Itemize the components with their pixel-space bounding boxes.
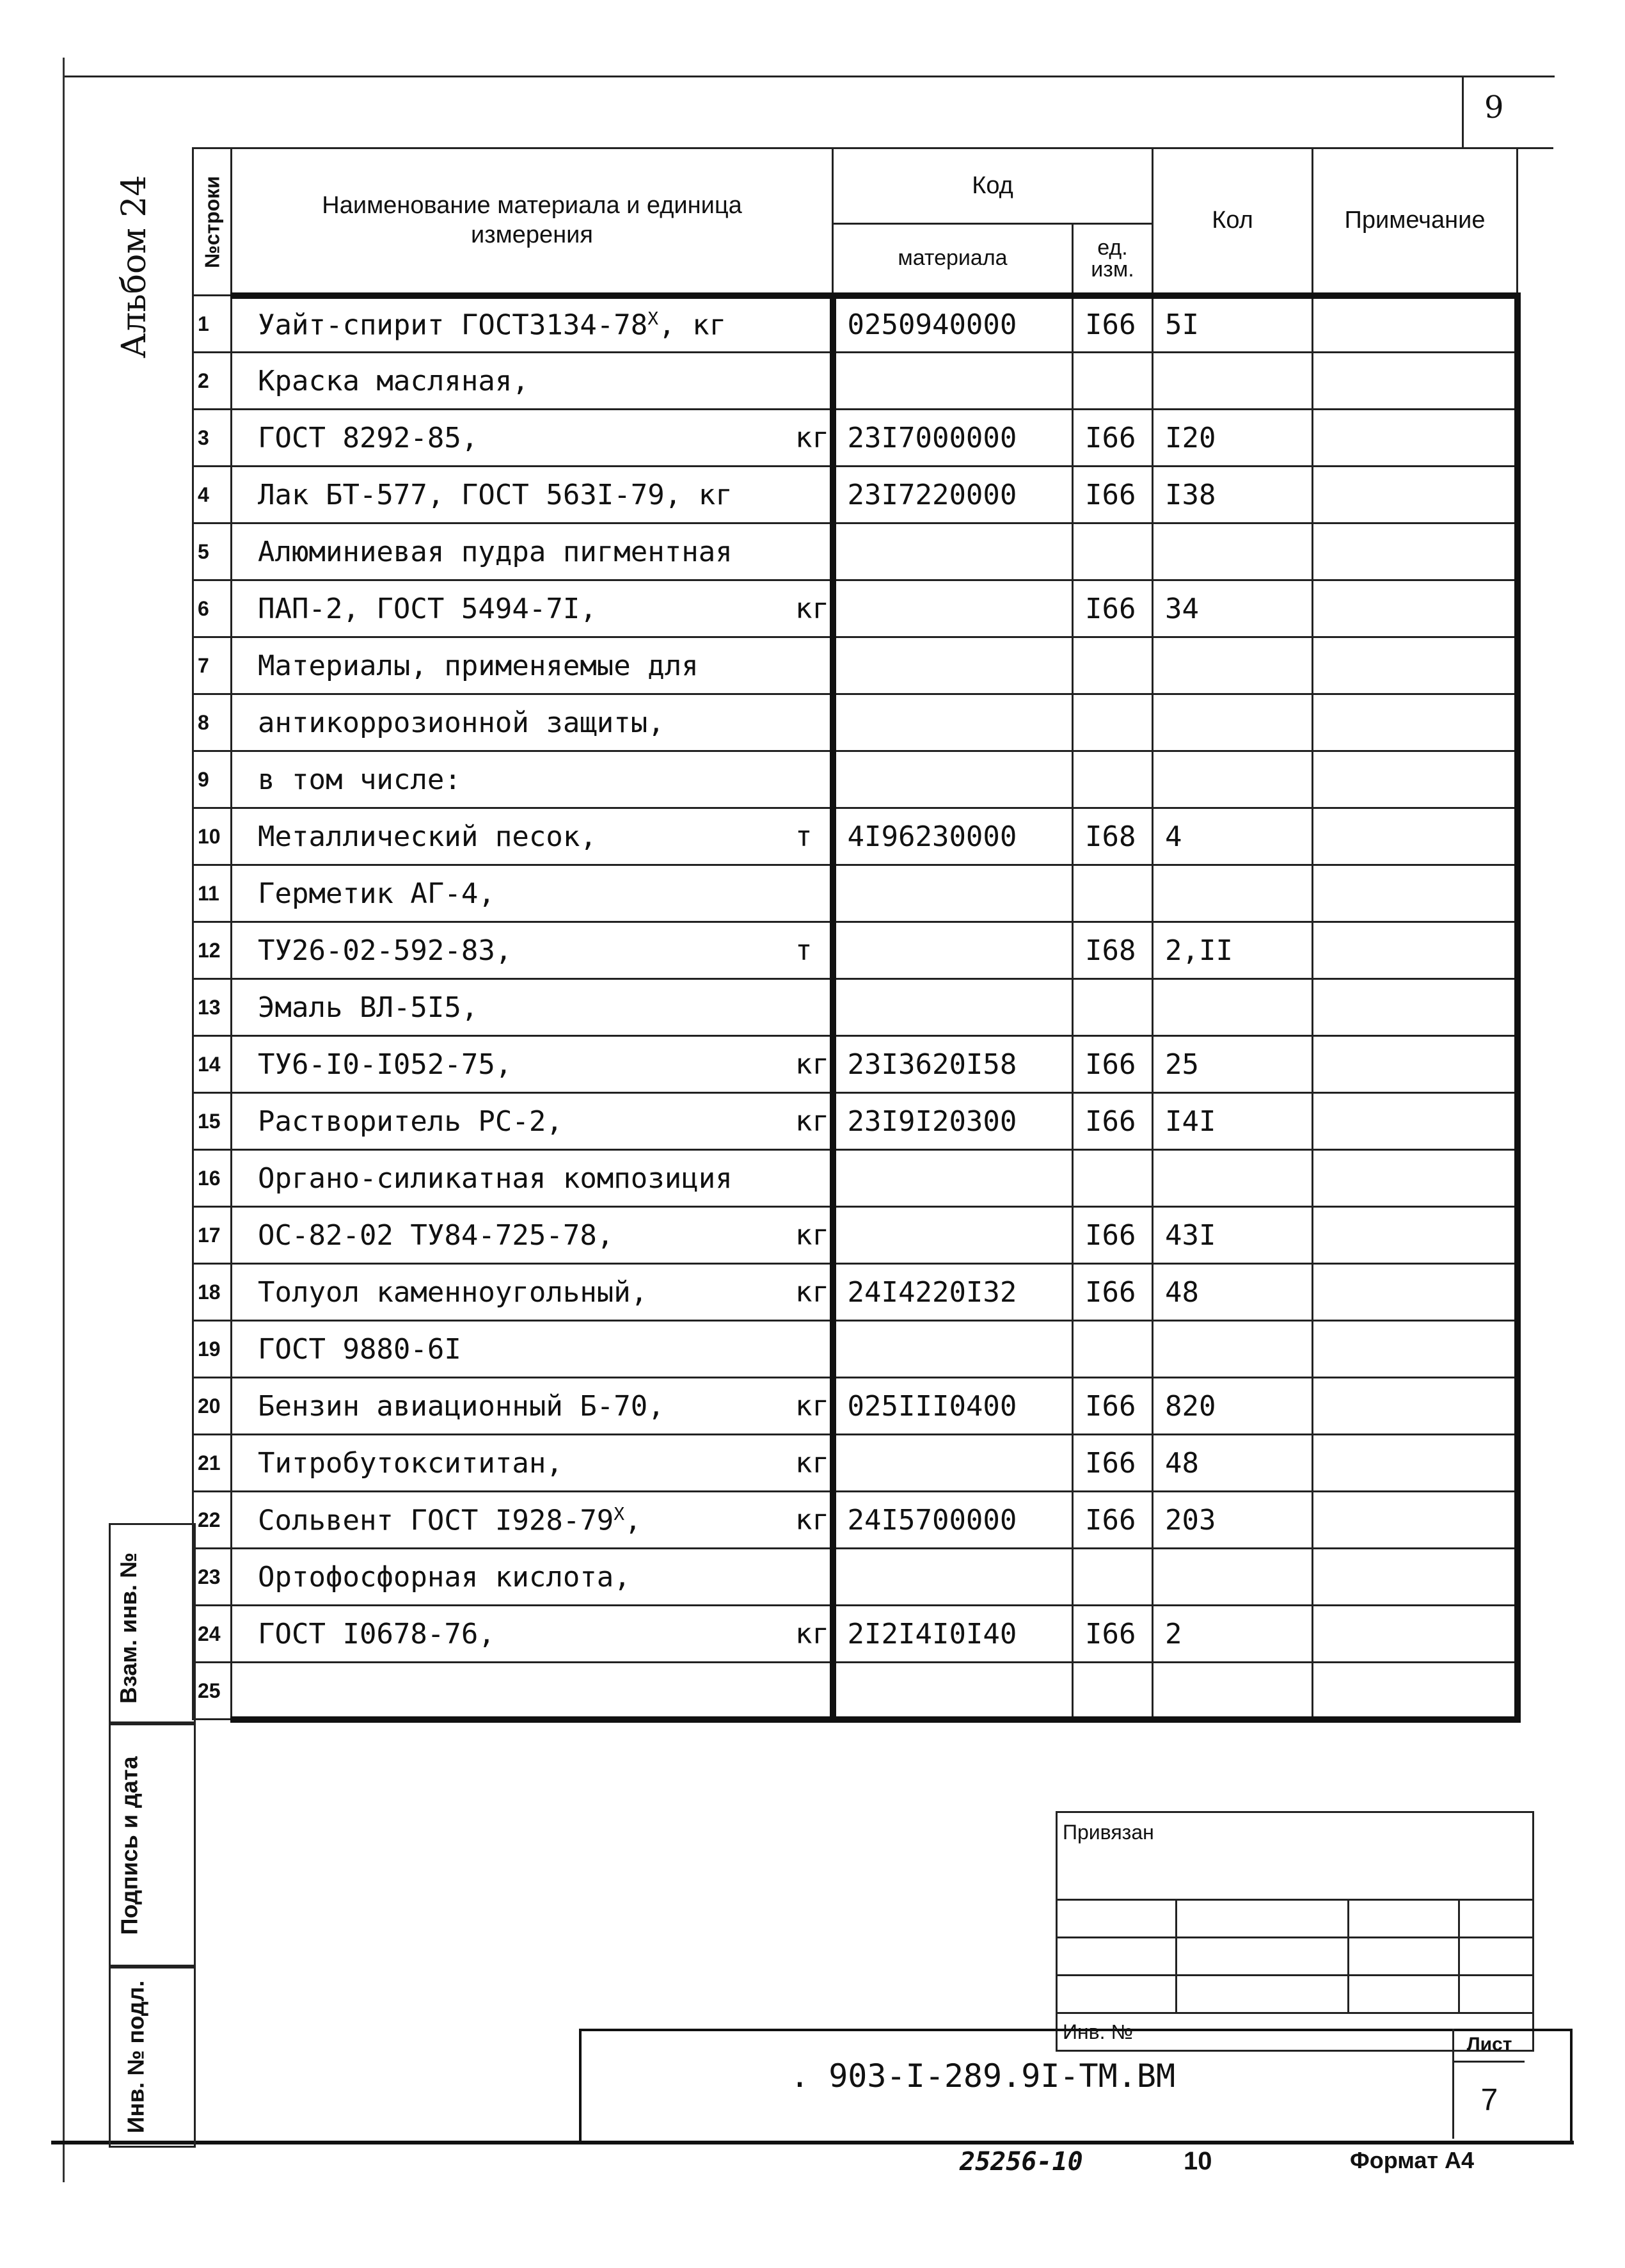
row-number: 23: [193, 1549, 232, 1606]
quantity: 48: [1153, 1435, 1313, 1492]
material-code: 4I96230000: [833, 808, 1073, 865]
material-name-text: ТУ26-02-592-83,: [258, 934, 512, 967]
material-name-text: Металлический песок,: [258, 820, 597, 853]
material-code: [833, 580, 1073, 637]
material-name-text: Бензин авиационный Б-70,: [258, 1389, 665, 1423]
material-code: [833, 865, 1073, 922]
unit-code: I66: [1073, 1207, 1153, 1264]
material-name: [232, 1435, 833, 1492]
material-name: [232, 1036, 833, 1093]
material-code: 23I7000000: [833, 410, 1073, 467]
unit-code: I66: [1073, 467, 1153, 523]
header-code-unit: ед. изм.: [1073, 224, 1153, 296]
list-label: Лист: [1452, 2029, 1525, 2063]
row-number: 16: [193, 1150, 232, 1207]
note: [1313, 979, 1518, 1036]
header-code: Код: [833, 148, 1153, 224]
unit-code: [1073, 1150, 1153, 1207]
quantity: [1153, 979, 1313, 1036]
material-name-text: Органо-силикатная композиция: [258, 1162, 733, 1195]
album-label: Альбом 24: [115, 175, 154, 358]
material-name-tail: ,: [624, 1504, 642, 1537]
unit-code: [1073, 751, 1153, 808]
material-unit: кг: [795, 1218, 829, 1252]
material-name-text: Ортофосфорная кислота,: [258, 1560, 631, 1593]
note: [1313, 1378, 1518, 1435]
inv-podl-box: [109, 1965, 196, 2148]
material-name: [232, 353, 833, 410]
row-number: 14: [193, 1036, 232, 1093]
row-number: 15: [193, 1093, 232, 1150]
material-name-text: антикоррозионной защиты,: [258, 706, 665, 739]
material-unit: т: [795, 934, 812, 967]
note: [1313, 1321, 1518, 1378]
note: [1313, 1264, 1518, 1321]
row-number: 24: [193, 1606, 232, 1663]
quantity: [1153, 637, 1313, 694]
material-code: [833, 1663, 1073, 1720]
material-code: 24I5700000: [833, 1492, 1073, 1549]
material-unit: кг: [795, 1389, 829, 1423]
unit-code: I66: [1073, 1036, 1153, 1093]
unit-code: I66: [1073, 1606, 1153, 1663]
quantity: [1153, 1549, 1313, 1606]
table-row: [193, 1435, 1518, 1492]
unit-code: [1073, 1663, 1153, 1720]
material-name: [232, 1663, 833, 1720]
note: [1313, 1549, 1518, 1606]
material-name: [232, 1321, 833, 1378]
table-row: [193, 1606, 1518, 1663]
row-number: 9: [193, 751, 232, 808]
table-row: [193, 1663, 1518, 1720]
material-code: [833, 1549, 1073, 1606]
material-name-text: Краска масляная,: [258, 364, 529, 397]
material-code: [833, 637, 1073, 694]
quantity: [1153, 1150, 1313, 1207]
header-note: Примечание: [1313, 148, 1518, 296]
note: [1313, 637, 1518, 694]
row-number: 8: [193, 694, 232, 751]
material-name: [232, 865, 833, 922]
privyazan-label: Привязан: [1057, 1812, 1534, 1900]
material-unit: кг: [795, 1105, 829, 1138]
material-code: [833, 523, 1073, 580]
material-unit: кг: [795, 421, 829, 454]
quantity: 203: [1153, 1492, 1313, 1549]
unit-code: I68: [1073, 922, 1153, 979]
note: [1313, 808, 1518, 865]
quantity: [1153, 353, 1313, 410]
material-unit: т: [795, 820, 812, 853]
unit-code: [1073, 865, 1153, 922]
material-code: 24I4220I32: [833, 1264, 1073, 1321]
table-row: [193, 922, 1518, 979]
sheet-corner-number: 9: [1484, 90, 1504, 125]
material-name-tail: , кг: [658, 309, 727, 342]
material-name: [232, 410, 833, 467]
unit-code: [1073, 637, 1153, 694]
material-unit: кг: [795, 1048, 829, 1081]
table-row: [193, 808, 1518, 865]
material-code: 23I7220000: [833, 467, 1073, 523]
quantity: [1153, 694, 1313, 751]
row-number: 13: [193, 979, 232, 1036]
row-number: 7: [193, 637, 232, 694]
unit-code: I66: [1073, 410, 1153, 467]
material-code: [833, 1435, 1073, 1492]
material-name-text: ГОСТ 8292-85,: [258, 421, 479, 454]
material-name: [232, 296, 833, 353]
note: [1313, 1492, 1518, 1549]
quantity: [1153, 1321, 1313, 1378]
row-number: 25: [193, 1663, 232, 1720]
quantity: [1153, 751, 1313, 808]
table-row: [193, 637, 1518, 694]
podpis-data-box: [109, 1721, 196, 1969]
table-row: [193, 1093, 1518, 1150]
note: [1313, 1606, 1518, 1663]
table-row: [193, 1264, 1518, 1321]
note: [1313, 1093, 1518, 1150]
material-name: [232, 1150, 833, 1207]
quantity: 34: [1153, 580, 1313, 637]
row-number: 18: [193, 1264, 232, 1321]
material-name-text: Толуол каменноугольный,: [258, 1275, 648, 1309]
table-row: [193, 1321, 1518, 1378]
title-block-grid: [1056, 1811, 1534, 2052]
material-unit: кг: [795, 1446, 829, 1480]
podpis-data-label: Подпись и дата: [116, 1756, 143, 1935]
material-name: [232, 467, 833, 523]
table-row: [193, 1036, 1518, 1093]
header-row-number: №строки: [193, 148, 232, 296]
quantity: 2,II: [1153, 922, 1313, 979]
quantity: 48: [1153, 1264, 1313, 1321]
row-number: 1: [193, 296, 232, 353]
material-name-text: Растворитель РС-2,: [258, 1105, 563, 1138]
material-code: 025III0400: [833, 1378, 1073, 1435]
row-number: 22: [193, 1492, 232, 1549]
material-code: [833, 694, 1073, 751]
material-name: [232, 523, 833, 580]
material-name: [232, 922, 833, 979]
table-row: [193, 410, 1518, 467]
material-name-text: ГОСТ 9880-6I: [258, 1332, 461, 1366]
table-row: [193, 523, 1518, 580]
material-name: [232, 1093, 833, 1150]
row-number: 19: [193, 1321, 232, 1378]
row-number: 12: [193, 922, 232, 979]
quantity: 4: [1153, 808, 1313, 865]
header-qty: Кол: [1153, 148, 1313, 296]
material-name: [232, 1606, 833, 1663]
note: [1313, 694, 1518, 751]
material-name: [232, 979, 833, 1036]
note: [1313, 922, 1518, 979]
material-code: [833, 979, 1073, 1036]
row-number: 17: [193, 1207, 232, 1264]
material-code: [833, 922, 1073, 979]
material-name: [232, 694, 833, 751]
material-name-superscript: X: [647, 308, 659, 330]
unit-code: [1073, 1549, 1153, 1606]
material-name-superscript: X: [614, 1503, 625, 1524]
material-name: [232, 580, 833, 637]
materials-table: [192, 147, 1521, 1723]
material-code: [833, 1150, 1073, 1207]
note: [1313, 1663, 1518, 1720]
unit-code: [1073, 1321, 1153, 1378]
material-name: [232, 1378, 833, 1435]
material-name: [232, 637, 833, 694]
quantity: I20: [1153, 410, 1313, 467]
table-row: [193, 865, 1518, 922]
frame-left-line: [63, 58, 65, 2182]
material-name-text: Уайт-спирит ГОСТ3134-78: [258, 309, 648, 342]
table-row: [193, 694, 1518, 751]
material-name-text: Титробутоксититан,: [258, 1446, 563, 1480]
quantity: [1153, 1663, 1313, 1720]
unit-code: [1073, 353, 1153, 410]
material-name: [232, 751, 833, 808]
note: [1313, 1036, 1518, 1093]
quantity: 25: [1153, 1036, 1313, 1093]
header-code-material: материала: [833, 224, 1073, 296]
material-unit: кг: [795, 1503, 829, 1537]
material-unit: кг: [795, 1617, 829, 1650]
material-name-text: Эмаль ВЛ-5I5,: [258, 991, 479, 1024]
note: [1313, 1207, 1518, 1264]
table-row: [193, 353, 1518, 410]
quantity: [1153, 523, 1313, 580]
material-code: 23I3620I58: [833, 1036, 1073, 1093]
footer-format: Формат А4: [1350, 2147, 1475, 2173]
unit-code: I66: [1073, 1093, 1153, 1150]
note: [1313, 410, 1518, 467]
material-code: 0250940000: [833, 296, 1073, 353]
unit-code: I66: [1073, 296, 1153, 353]
note: [1313, 467, 1518, 523]
material-name-text: Материалы, применяемые для: [258, 649, 699, 682]
document-code: . 903-I-289.9I-ТМ.ВМ: [790, 2057, 1176, 2095]
material-name-text: Алюминиевая пудра пигментная: [258, 535, 733, 568]
row-number: 6: [193, 580, 232, 637]
unit-code: I68: [1073, 808, 1153, 865]
material-name: [232, 1264, 833, 1321]
unit-code: [1073, 694, 1153, 751]
table-row: [193, 580, 1518, 637]
list-number: 7: [1452, 2062, 1525, 2139]
material-name: [232, 1492, 833, 1549]
quantity: 5I: [1153, 296, 1313, 353]
material-code: [833, 1321, 1073, 1378]
note: [1313, 1435, 1518, 1492]
material-code: [833, 751, 1073, 808]
unit-code: I66: [1073, 1378, 1153, 1435]
frame-top-line: [64, 76, 1555, 77]
material-code: [833, 353, 1073, 410]
note: [1313, 353, 1518, 410]
table-row: [193, 1150, 1518, 1207]
material-name-text: Сольвент ГОСТ I928-79: [258, 1504, 614, 1537]
footer-number: 25256-10: [960, 2147, 1083, 2176]
material-name-text: ПАП-2, ГОСТ 5494-7I,: [258, 592, 597, 625]
sheet-corner-box: [1462, 76, 1553, 149]
row-number: 4: [193, 467, 232, 523]
unit-code: [1073, 979, 1153, 1036]
note: [1313, 1150, 1518, 1207]
unit-code: I66: [1073, 1264, 1153, 1321]
quantity: I38: [1153, 467, 1313, 523]
material-name-text: ОС-82-02 ТУ84-725-78,: [258, 1218, 614, 1252]
table-row: [193, 1207, 1518, 1264]
inv-podl-label: Инв. № подл.: [122, 1980, 149, 2134]
note: [1313, 523, 1518, 580]
quantity: 43I: [1153, 1207, 1313, 1264]
table-row: [193, 1549, 1518, 1606]
footer-page: 10: [1184, 2147, 1212, 2175]
note: [1313, 296, 1518, 353]
vzam-inv-box: [109, 1523, 196, 1725]
material-name: [232, 1207, 833, 1264]
material-name-text: Герметик АГ-4,: [258, 877, 495, 910]
material-name-text: ТУ6-I0-I052-75,: [258, 1048, 512, 1081]
material-name: [232, 808, 833, 865]
row-number: 5: [193, 523, 232, 580]
row-number: 10: [193, 808, 232, 865]
material-name-text: ГОСТ I0678-76,: [258, 1617, 495, 1650]
row-number: 21: [193, 1435, 232, 1492]
table-row: [193, 979, 1518, 1036]
materials-table-body: [193, 296, 1518, 1720]
note: [1313, 580, 1518, 637]
quantity: 820: [1153, 1378, 1313, 1435]
table-row: [193, 751, 1518, 808]
material-unit: кг: [795, 1275, 829, 1309]
unit-code: I66: [1073, 580, 1153, 637]
table-row: [193, 296, 1518, 353]
note: [1313, 865, 1518, 922]
material-name-text: в том числе:: [258, 763, 461, 796]
material-name-text: Лак БТ-577, ГОСТ 563I-79, кг: [258, 478, 733, 511]
table-row: [193, 467, 1518, 523]
table-row: [193, 1378, 1518, 1435]
material-unit: кг: [795, 592, 829, 625]
inv-no-label: Инв. №: [1057, 2013, 1534, 2051]
material-code: [833, 1207, 1073, 1264]
header-name: Наименование материала и единица измерения: [232, 148, 833, 296]
quantity: [1153, 865, 1313, 922]
row-number: 20: [193, 1378, 232, 1435]
note: [1313, 751, 1518, 808]
row-number: 11: [193, 865, 232, 922]
unit-code: I66: [1073, 1492, 1153, 1549]
row-number: 2: [193, 353, 232, 410]
material-name: [232, 1549, 833, 1606]
quantity: I4I: [1153, 1093, 1313, 1150]
material-code: 2I2I4I0I40: [833, 1606, 1073, 1663]
material-code: 23I9I20300: [833, 1093, 1073, 1150]
quantity: 2: [1153, 1606, 1313, 1663]
row-number: 3: [193, 410, 232, 467]
vzam-inv-label: Взам. инв. №: [115, 1552, 142, 1704]
unit-code: I66: [1073, 1435, 1153, 1492]
unit-code: [1073, 523, 1153, 580]
table-row: [193, 1492, 1518, 1549]
